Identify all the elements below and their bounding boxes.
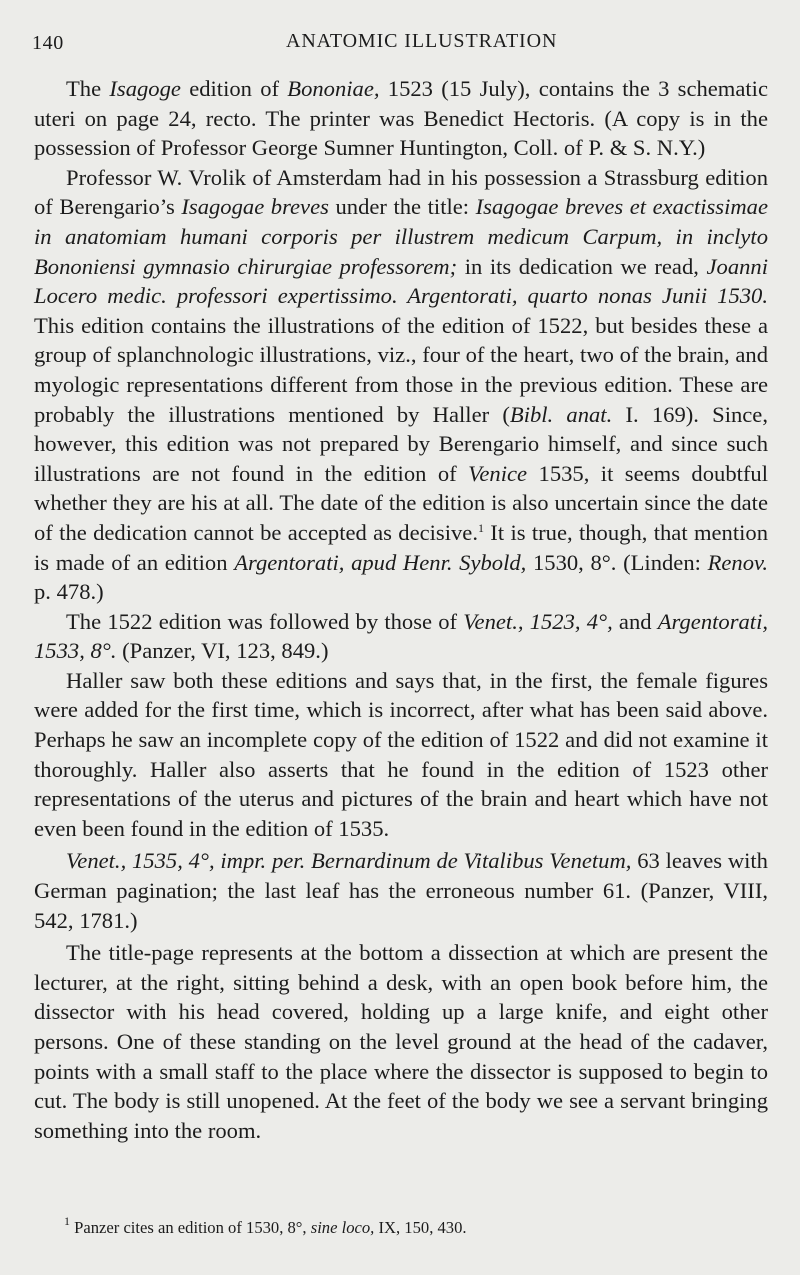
footnote-reference: 1: [477, 520, 484, 535]
paragraph-2: Professor W. Vrolik of Amsterdam had in his possession a Strassburg edition of Berengario’s Isagogae breves under the title: Isagogae breves et exactissimae in anatomiam humani corporis per illustrem medicum Carpum, in inclyto Bononiensi gymnasio chirurgiae professorem; in its dedication we read, Joanni Locero medic. professori expertissimo. Argentorati, quarto nonas Junii 1530. This edition contains the illustrations of the edition of 1522, but besides these a group of splanchnologic illustrations, viz., four of the heart, two of the brain, and myologic representations different from those in the previous edition. These are probably the illustrations mentioned by Haller (Bibl. anat. I. 169). Since, however, this edition was not prepared by Berengario himself, and since such illustrations are not found in the edition of Venice 1535, it seems doubtful whether they are his at all. The date of the edition is also uncertain since the date of the dedication cannot be accepted as decisive.$^1$ It is true, though, that mention is made of an edition Argentorati, apud Henr. Sybold, 1530, 8°. (Linden: Renov. p. 478.): [34, 164, 769, 605]
page-number: 140: [32, 32, 64, 54]
paragraph-4: Haller saw both these editions and says that, in the first, the female figures were added for the first time, which is incorrect, after what has been said above. Perhaps he saw an incomplete copy of the edition of 1522 and did not examine it thoroughly. Haller also asserts that he found in the edition of 1523 other representations of the uterus and pictures of the brain and heart which have not even been found in the edition of 1535.: [34, 667, 768, 841]
footnote-mark: 1: [64, 1214, 70, 1228]
footnote: $^1$ Panzer cites an edition of 1530, 8°, sine loco, IX, 150, 430.: [64, 1214, 467, 1237]
paragraph-3: The 1522 edition was followed by those of Venet., 1523, 4°, and Argentorati, 1533, 8°. (Panzer, VI, 123, 849.): [34, 608, 768, 664]
paragraph-1: The Isagoge edition of Bononiae, 1523 (15 July), contains the 3 schematic uteri on page 24, recto. The printer was Benedict Hectoris. (A copy is in the possession of Professor George Sumner Huntington, Coll. of P. & S. N.Y.): [34, 76, 768, 161]
running-header: [32, 26, 768, 56]
body-text: [34, 74, 768, 1145]
paragraph-6: The title-page represents at the bottom a dissection at which are present the lecturer, at the right, sitting behind a desk, with an open book before him, the dissector with his head covered, holding up a large knife, and eight other persons. One of these standing on the level ground at the head of the cadaver, points with a small staff to the place where the dissector is supposed to begin to cut. The body is still unopened. At the feet of the body we see a servant bringing something into the room.: [34, 940, 768, 1143]
running-title: ANATOMIC ILLUSTRATION: [286, 30, 558, 52]
paragraph-5: Venet., 1535, 4°, impr. per. Bernardinum de Vitalibus Venetum, 63 leaves with German pagination; the last leaf has the erroneous number 61. (Panzer, VIII, 542, 1781.): [34, 848, 768, 933]
